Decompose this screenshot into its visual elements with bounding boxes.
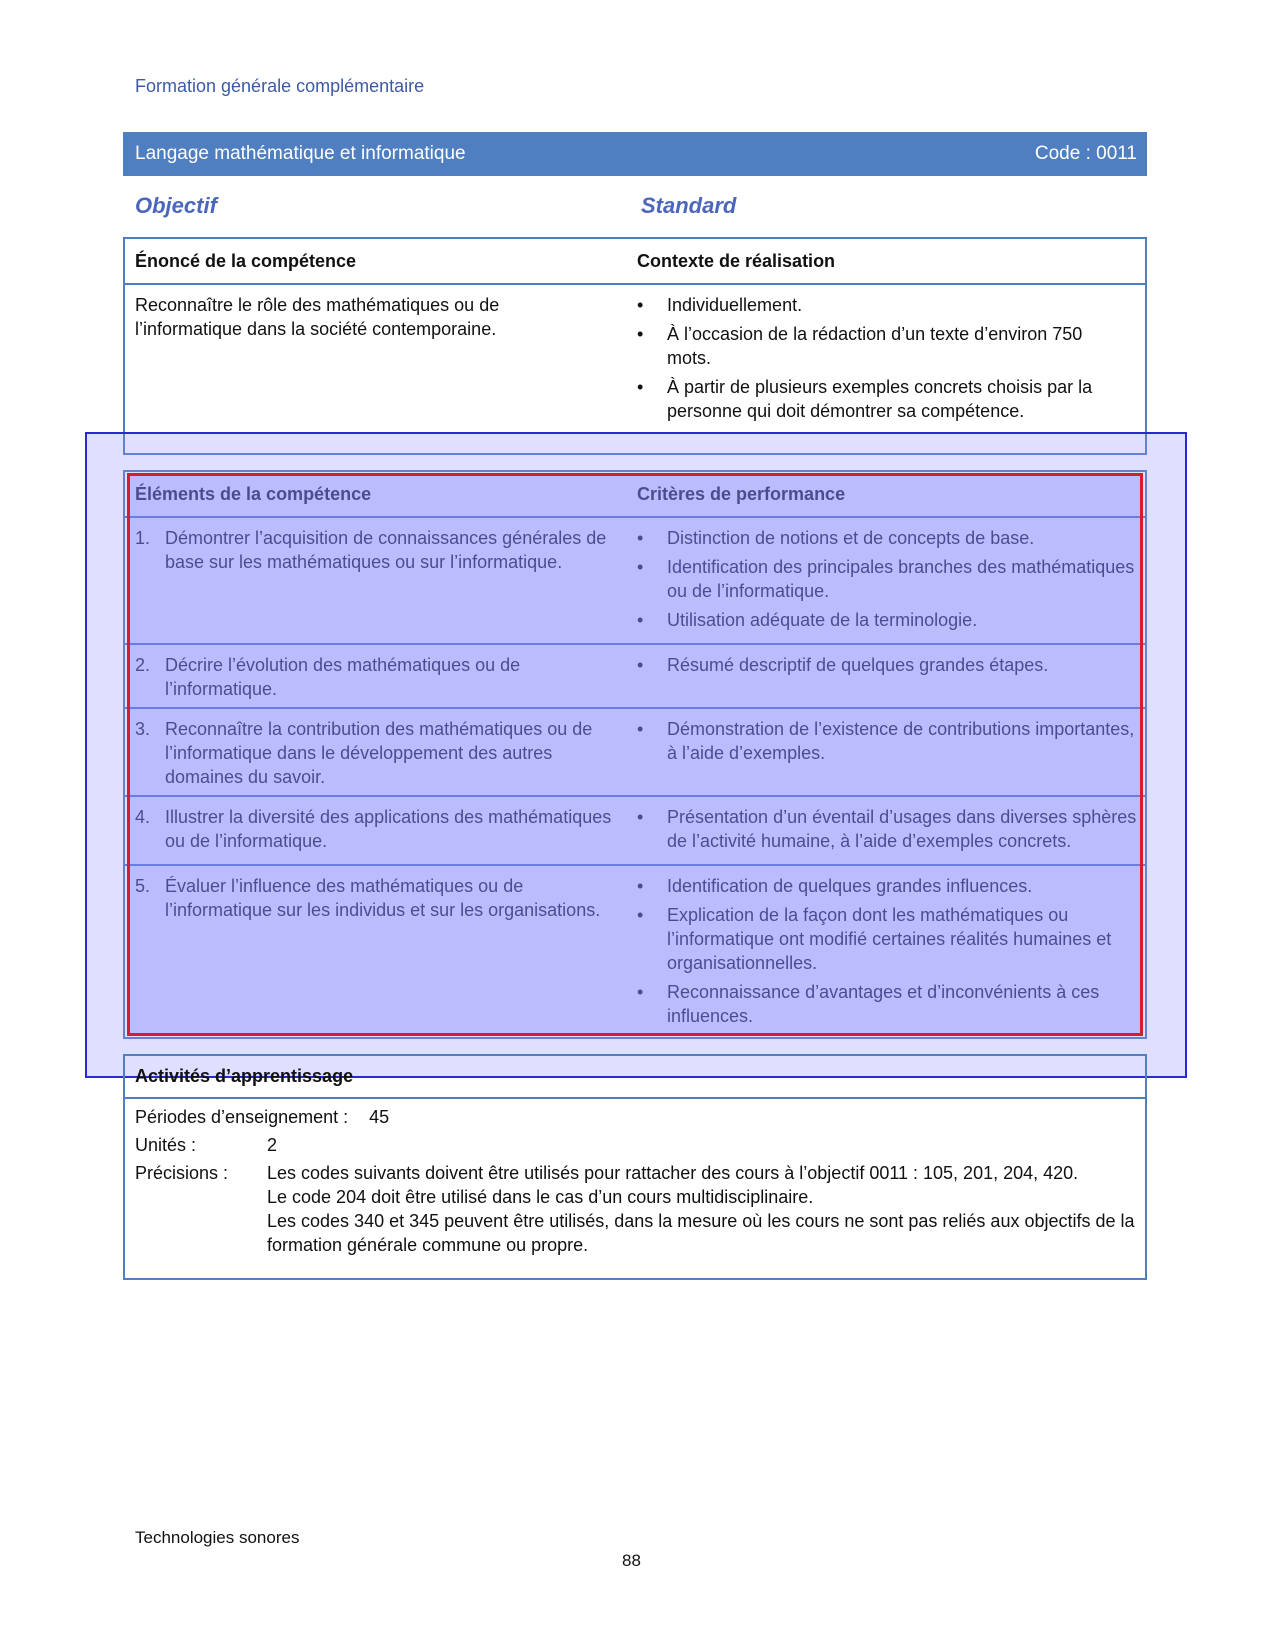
element-number: 4. bbox=[135, 807, 151, 827]
list-item: • À l’occasion de la rédaction d’un texte d’environ 750 mots. bbox=[637, 322, 1125, 370]
element-text: Décrire l’évolution des mathématiques ou de l’informatique. bbox=[165, 655, 521, 699]
competence-box bbox=[123, 237, 1147, 455]
criterion: • Identification des principales branches des mathématiques ou de l’informatique. bbox=[637, 555, 1137, 603]
activities-head: Activités d’apprentissage bbox=[125, 1056, 1145, 1099]
section-title: Formation générale complémentaire bbox=[135, 76, 425, 96]
precisions-block bbox=[125, 1161, 1145, 1257]
elements-head-left: Éléments de la compétence bbox=[135, 483, 372, 504]
element-text: Illustrer la diversité des applications des mathématiques ou de l’informatique. bbox=[165, 807, 612, 851]
competence-head-right: Contexte de réalisation bbox=[637, 250, 836, 271]
competence-header bbox=[125, 239, 1145, 285]
periods-value: 45 bbox=[369, 1107, 390, 1127]
element-number: 1. bbox=[135, 528, 151, 548]
course-title-bar bbox=[123, 132, 1147, 176]
criterion: • Identification de quelques grandes influences. bbox=[637, 874, 1137, 898]
element-number: 2. bbox=[135, 655, 151, 675]
list-item: • À partir de plusieurs exemples concrets choisis par la personne qui doit démontrer sa compétence. bbox=[637, 375, 1125, 423]
element-number: 3. bbox=[135, 719, 151, 739]
precision-line: Les codes suivants doivent être utilisés pour rattacher des cours à l’objectif 0011 : 105, 201, 204, 420. bbox=[267, 1163, 1079, 1183]
activities-box bbox=[123, 1054, 1147, 1280]
course-title: Langage mathématique et informatique bbox=[135, 143, 466, 164]
elements-head-right: Critères de performance bbox=[637, 483, 846, 504]
criterion: • Démonstration de l’existence de contributions importantes, à l’aide d’exemples. bbox=[637, 717, 1137, 765]
units-label: Unités : bbox=[135, 1135, 197, 1155]
criterion: • Distinction de notions et de concepts de base. bbox=[637, 526, 1137, 550]
competence-head-left: Énoncé de la compétence bbox=[135, 250, 357, 271]
periods-line bbox=[125, 1105, 1145, 1129]
criterion: • Explication de la façon dont les mathématiques ou l’informatique ont modifié certaines réalités humaines et organisationnelles. bbox=[637, 903, 1137, 975]
page-number: 88 bbox=[622, 1551, 641, 1570]
standard-heading: Standard bbox=[641, 193, 737, 218]
criterion: • Résumé descriptif de quelques grandes étapes. bbox=[637, 653, 1137, 677]
precision-line: Les codes 340 et 345 peuvent être utilisés, dans la mesure où les cours ne sont pas reliés aux objectifs de la formation générale commune ou propre. bbox=[267, 1211, 1135, 1255]
criterion: • Utilisation adéquate de la terminologie. bbox=[637, 608, 1137, 632]
element-text: Démontrer l’acquisition de connaissances générales de base sur les mathématiques ou sur l’informatique. bbox=[165, 528, 607, 572]
precision-line: Le code 204 doit être utilisé dans le cas d’un cours multidisciplinaire. bbox=[267, 1187, 814, 1207]
objectif-heading: Objectif bbox=[135, 193, 217, 218]
competence-statement: Reconnaître le rôle des mathématiques ou de l’informatique dans la société contemporaine. bbox=[135, 295, 500, 339]
precisions-label: Précisions : bbox=[135, 1163, 229, 1183]
criterion: • Reconnaissance d’avantages et d’inconvénients à ces influences. bbox=[637, 980, 1137, 1028]
criterion: • Présentation d’un éventail d’usages dans diverses sphères de l’activité humaine, à l’aide d’exemples concrets. bbox=[637, 805, 1137, 853]
element-text: Évaluer l’influence des mathématiques ou de l’informatique sur les individus et sur les organisations. bbox=[165, 876, 601, 920]
course-code: Code : 0011 bbox=[1034, 143, 1137, 164]
element-number: 5. bbox=[135, 876, 151, 896]
periods-label: Périodes d’enseignement : bbox=[135, 1107, 349, 1127]
units-line bbox=[125, 1133, 1145, 1157]
highlight-frame bbox=[127, 473, 1143, 1036]
units-value: 2 bbox=[267, 1135, 278, 1155]
element-text: Reconnaître la contribution des mathématiques ou de l’informatique dans le développement des autres domaines du savoir. bbox=[165, 719, 593, 787]
list-item: • Individuellement. bbox=[637, 293, 1125, 317]
context-list bbox=[637, 293, 1125, 423]
footer-program: Technologies sonores bbox=[135, 1528, 300, 1547]
